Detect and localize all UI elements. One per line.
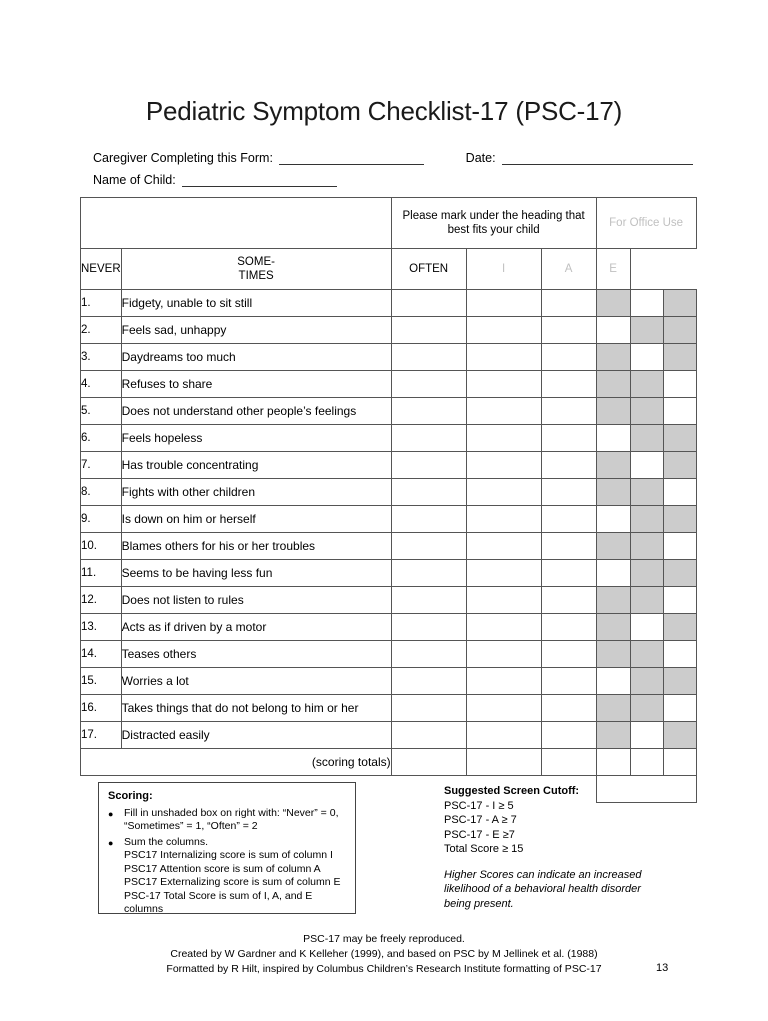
footer-attribution <box>0 932 768 977</box>
response-cell-never[interactable] <box>391 371 466 398</box>
office-cell-a <box>630 371 663 398</box>
office-cell-i[interactable] <box>596 425 630 452</box>
cutoff-note-line1: Higher Scores can indicate an increased <box>444 868 642 881</box>
office-cell-a <box>630 641 663 668</box>
table-row <box>81 290 697 317</box>
office-cell-e <box>663 452 696 479</box>
office-cell-a <box>630 506 663 533</box>
office-cell-a <box>630 533 663 560</box>
totals-cell-e[interactable] <box>663 749 696 776</box>
item-number: 6. <box>81 425 122 452</box>
item-text: Blames others for his or her troubles <box>121 533 391 560</box>
office-cell-e[interactable] <box>663 587 696 614</box>
table-body <box>81 290 697 749</box>
response-cell-often[interactable] <box>541 317 596 344</box>
response-cell-never[interactable] <box>391 317 466 344</box>
response-cell-sometimes[interactable] <box>466 479 541 506</box>
scoring-instructions-box <box>98 782 356 914</box>
response-cell-often[interactable] <box>541 452 596 479</box>
cutoff-line-i: PSC-17 - I ≥ 5 <box>444 799 514 812</box>
header-sometimes-line1: SOME- <box>237 256 275 268</box>
office-cell-a[interactable] <box>630 614 663 641</box>
office-cell-a <box>630 479 663 506</box>
response-cell-sometimes[interactable] <box>466 668 541 695</box>
table-row <box>81 641 697 668</box>
scoring-b2-line5: PSC-17 Total Score is sum of I, A, and E columns <box>124 889 313 915</box>
header-sometimes <box>121 249 391 290</box>
response-cell-never[interactable] <box>391 695 466 722</box>
response-cell-never[interactable] <box>391 614 466 641</box>
item-number: 3. <box>81 344 122 371</box>
date-input[interactable] <box>502 152 693 165</box>
office-cell-i[interactable] <box>596 506 630 533</box>
table-row <box>81 452 697 479</box>
response-cell-never[interactable] <box>391 452 466 479</box>
office-cell-e[interactable] <box>663 533 696 560</box>
item-number: 5. <box>81 398 122 425</box>
header-instruction: Please mark under the heading that best fits your child <box>391 198 596 249</box>
child-name-label: Name of Child: <box>93 173 176 187</box>
bullet-icon: ● <box>108 808 114 819</box>
office-cell-e[interactable] <box>663 641 696 668</box>
office-cell-e[interactable] <box>663 398 696 425</box>
office-cell-a <box>630 668 663 695</box>
response-cell-often[interactable] <box>541 479 596 506</box>
item-text: Refuses to share <box>121 371 391 398</box>
office-cell-i <box>596 290 630 317</box>
totals-never-cell[interactable] <box>391 749 466 776</box>
response-cell-sometimes[interactable] <box>466 533 541 560</box>
response-cell-sometimes[interactable] <box>466 425 541 452</box>
page-number: 13 <box>656 962 669 974</box>
response-cell-never[interactable] <box>391 425 466 452</box>
totals-cell-i[interactable] <box>596 749 630 776</box>
response-cell-often[interactable] <box>541 398 596 425</box>
totals-sometimes-cell[interactable] <box>466 749 541 776</box>
item-text: Does not listen to rules <box>121 587 391 614</box>
office-cell-e <box>663 317 696 344</box>
response-cell-sometimes[interactable] <box>466 290 541 317</box>
response-cell-often[interactable] <box>541 587 596 614</box>
scoring-totals-label: (scoring totals) <box>81 749 392 776</box>
office-cell-a[interactable] <box>630 722 663 749</box>
cutoff-line-total: Total Score ≥ 15 <box>444 843 524 855</box>
scoring-bullet-1 <box>108 807 347 834</box>
table-row <box>81 425 697 452</box>
office-cell-i <box>596 398 630 425</box>
office-cell-a <box>630 695 663 722</box>
item-number: 9. <box>81 506 122 533</box>
table-row <box>81 560 697 587</box>
response-cell-often[interactable] <box>541 560 596 587</box>
item-text: Worries a lot <box>121 668 391 695</box>
date-label: Date: <box>465 151 496 165</box>
office-cell-i <box>596 587 630 614</box>
item-text: Distracted easily <box>121 722 391 749</box>
header-row-columns <box>81 249 697 290</box>
cutoff-title: Suggested Screen Cutoff: <box>444 785 580 797</box>
item-number: 10. <box>81 533 122 560</box>
response-cell-sometimes[interactable] <box>466 614 541 641</box>
table-header <box>81 198 697 290</box>
item-number: 4. <box>81 371 122 398</box>
item-number: 11. <box>81 560 122 587</box>
office-cell-i <box>596 695 630 722</box>
office-cell-i <box>596 533 630 560</box>
office-cell-e <box>663 506 696 533</box>
response-cell-never[interactable] <box>391 641 466 668</box>
office-cell-a <box>630 560 663 587</box>
response-cell-never[interactable] <box>391 533 466 560</box>
suggested-cutoff-block <box>444 784 674 911</box>
table-row <box>81 479 697 506</box>
item-number: 17. <box>81 722 122 749</box>
response-cell-often[interactable] <box>541 668 596 695</box>
table-row <box>81 722 697 749</box>
item-number: 1. <box>81 290 122 317</box>
header-blank-cell <box>81 198 392 249</box>
item-number: 8. <box>81 479 122 506</box>
response-cell-never[interactable] <box>391 506 466 533</box>
footer-line-2: Created by W Gardner and K Kelleher (1999), and based on PSC by M Jellinek et al. (1988) <box>170 948 598 960</box>
cutoff-note-line2: likelihood of a behavioral health disorder <box>444 883 641 895</box>
office-cell-i[interactable] <box>596 317 630 344</box>
identification-section <box>93 143 693 187</box>
office-cell-i <box>596 479 630 506</box>
table-row <box>81 695 697 722</box>
scoring-b1-line2: “Sometimes” = 1, “Often” = 2 <box>124 820 258 832</box>
response-cell-never[interactable] <box>391 398 466 425</box>
office-cell-i[interactable] <box>596 668 630 695</box>
office-cell-i <box>596 722 630 749</box>
response-cell-never[interactable] <box>391 668 466 695</box>
header-never: NEVER <box>81 249 122 290</box>
totals-often-cell[interactable] <box>541 749 596 776</box>
item-number: 13. <box>81 614 122 641</box>
item-text: Fights with other children <box>121 479 391 506</box>
office-cell-i <box>596 371 630 398</box>
response-cell-often[interactable] <box>541 722 596 749</box>
scoring-b2-line1: Sum the columns. <box>124 835 209 848</box>
office-cell-e <box>663 344 696 371</box>
item-text: Feels sad, unhappy <box>121 317 391 344</box>
item-number: 7. <box>81 452 122 479</box>
response-cell-never[interactable] <box>391 344 466 371</box>
response-cell-often[interactable] <box>541 533 596 560</box>
office-cell-e[interactable] <box>663 371 696 398</box>
response-cell-often[interactable] <box>541 425 596 452</box>
page-title: Pediatric Symptom Checklist-17 (PSC-17) <box>145 96 623 126</box>
office-cell-i <box>596 344 630 371</box>
office-cell-a[interactable] <box>630 290 663 317</box>
bullet-icon: ● <box>108 837 114 848</box>
response-cell-never[interactable] <box>391 479 466 506</box>
cutoff-line-a: PSC-17 - A ≥ 7 <box>444 814 517 826</box>
caregiver-date-row <box>93 143 693 165</box>
child-name-row <box>93 165 693 187</box>
table-row <box>81 398 697 425</box>
response-cell-sometimes[interactable] <box>466 344 541 371</box>
cutoff-note <box>444 868 674 912</box>
office-cell-a <box>630 587 663 614</box>
cutoff-note-line3: being present. <box>444 897 514 910</box>
scoring-b2-line4: PSC17 Externalizing score is sum of column E <box>124 876 341 888</box>
scoring-b2-line3: PSC17 Attention score is sum of column A <box>124 862 321 875</box>
header-sometimes-line2: TIMES <box>238 270 274 282</box>
office-cell-a[interactable] <box>630 452 663 479</box>
footer-line-1: PSC-17 may be freely reproduced. <box>303 933 465 945</box>
header-column-i: I <box>466 249 541 290</box>
scoring-totals-row <box>81 749 697 776</box>
response-cell-sometimes[interactable] <box>466 587 541 614</box>
item-text: Acts as if driven by a motor <box>121 614 391 641</box>
cutoff-line-e: PSC-17 - E ≥7 <box>444 828 515 841</box>
item-number: 2. <box>81 317 122 344</box>
response-cell-often[interactable] <box>541 695 596 722</box>
psc-checklist-table <box>80 197 697 803</box>
response-cell-sometimes[interactable] <box>466 722 541 749</box>
response-cell-sometimes[interactable] <box>466 317 541 344</box>
response-cell-often[interactable] <box>541 344 596 371</box>
response-cell-sometimes[interactable] <box>466 506 541 533</box>
item-text: Daydreams too much <box>121 344 391 371</box>
caregiver-label: Caregiver Completing this Form: <box>93 151 273 165</box>
caregiver-input[interactable] <box>279 152 424 165</box>
item-text: Feels hopeless <box>121 425 391 452</box>
office-cell-a[interactable] <box>630 344 663 371</box>
scoring-b1-line1: Fill in unshaded box on right with: “Never” = 0, <box>124 806 339 819</box>
office-cell-a <box>630 398 663 425</box>
response-cell-sometimes[interactable] <box>466 560 541 587</box>
scoring-title: Scoring: <box>108 790 153 802</box>
table-row <box>81 587 697 614</box>
item-text: Does not understand other people’s feelings <box>121 398 391 425</box>
office-cell-i <box>596 452 630 479</box>
response-cell-never[interactable] <box>391 560 466 587</box>
response-cell-sometimes[interactable] <box>466 641 541 668</box>
header-office-use: For Office Use <box>596 198 696 249</box>
scoring-b2-line2: PSC17 Internalizing score is sum of column I <box>124 849 333 861</box>
header-column-e: E <box>596 249 630 290</box>
office-cell-e <box>663 290 696 317</box>
response-cell-sometimes[interactable] <box>466 398 541 425</box>
item-number: 16. <box>81 695 122 722</box>
response-cell-sometimes[interactable] <box>466 371 541 398</box>
item-text: Seems to be having less fun <box>121 560 391 587</box>
table-row <box>81 614 697 641</box>
scoring-bullet-1-text <box>124 807 347 834</box>
office-cell-e[interactable] <box>663 479 696 506</box>
office-cell-e <box>663 614 696 641</box>
response-cell-never[interactable] <box>391 722 466 749</box>
header-often: OFTEN <box>391 249 466 290</box>
response-cell-often[interactable] <box>541 614 596 641</box>
footer-line-3: Formatted by R Hilt, inspired by Columbus Children’s Research Institute formatting of PSC-17 <box>166 963 602 975</box>
office-cell-e <box>663 425 696 452</box>
totals-cell-a[interactable] <box>630 749 663 776</box>
office-cell-i <box>596 614 630 641</box>
table-row <box>81 668 697 695</box>
office-cell-e <box>663 560 696 587</box>
item-text: Fidgety, unable to sit still <box>121 290 391 317</box>
response-cell-often[interactable] <box>541 506 596 533</box>
response-cell-often[interactable] <box>541 641 596 668</box>
table-row <box>81 533 697 560</box>
child-name-input[interactable] <box>182 174 337 187</box>
response-cell-sometimes[interactable] <box>466 695 541 722</box>
item-text: Takes things that do not belong to him or her <box>121 695 391 722</box>
response-cell-sometimes[interactable] <box>466 452 541 479</box>
item-number: 15. <box>81 668 122 695</box>
item-number: 12. <box>81 587 122 614</box>
item-text: Teases others <box>121 641 391 668</box>
scoring-bullet-2 <box>108 836 347 917</box>
office-cell-e <box>663 722 696 749</box>
response-cell-never[interactable] <box>391 290 466 317</box>
office-cell-a <box>630 317 663 344</box>
header-column-a: A <box>541 249 596 290</box>
table-row <box>81 371 697 398</box>
table-row <box>81 344 697 371</box>
response-cell-often[interactable] <box>541 371 596 398</box>
response-cell-often[interactable] <box>541 290 596 317</box>
table-row <box>81 506 697 533</box>
item-text: Has trouble concentrating <box>121 452 391 479</box>
table-row <box>81 317 697 344</box>
office-cell-i <box>596 641 630 668</box>
office-cell-e <box>663 668 696 695</box>
response-cell-never[interactable] <box>391 587 466 614</box>
item-text: Is down on him or herself <box>121 506 391 533</box>
scoring-bullet-2-text <box>124 836 347 917</box>
header-row-top <box>81 198 697 249</box>
item-number: 14. <box>81 641 122 668</box>
office-cell-a <box>630 425 663 452</box>
office-cell-e[interactable] <box>663 695 696 722</box>
office-cell-i[interactable] <box>596 560 630 587</box>
